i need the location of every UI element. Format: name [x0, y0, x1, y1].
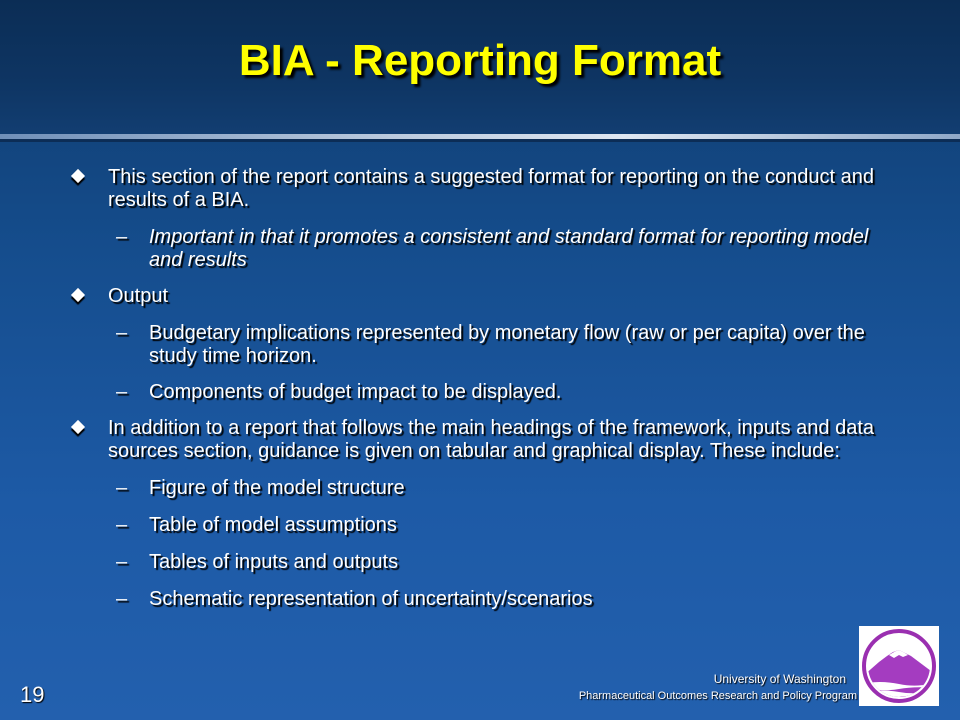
- dash-marker: –: [116, 588, 128, 610]
- page-number: 19: [20, 682, 45, 707]
- sub-bullet-text: Important in that it promotes a consistent and standard format for reporting model and results: [149, 226, 869, 271]
- bullet-text: This section of the report contains a suggested format for reporting on the conduct and results of a BIA.: [108, 166, 875, 211]
- diamond-bullet-icon: [72, 289, 86, 303]
- footer-program: Pharmaceutical Outcomes Research and Policy Program: [578, 690, 857, 702]
- bullet-text: In addition to a report that follows the main headings of the framework, inputs and data sources section, guidance is given on tabular and graphical display. These include:: [108, 417, 875, 462]
- sub-bullet-text: Tables of inputs and outputs: [149, 551, 399, 573]
- dash-marker: –: [116, 551, 128, 573]
- bullet-item: [68, 166, 898, 212]
- sub-bullet-item: [68, 477, 898, 500]
- diamond-bullet-icon: [72, 421, 86, 435]
- footer-university: University of Washington: [713, 672, 846, 686]
- dash-marker: –: [116, 226, 128, 248]
- sub-bullet-item: [68, 381, 898, 404]
- dash-marker: –: [116, 322, 128, 344]
- sub-bullet-text: Figure of the model structure: [149, 477, 405, 499]
- bullet-text: Output: [108, 285, 169, 307]
- sub-bullet-text: Schematic representation of uncertainty/scenarios: [149, 588, 593, 610]
- sub-bullet-text: Budgetary implications represented by monetary flow (raw or per capita) over the study time horizon.: [149, 322, 865, 367]
- diamond-bullet-icon: [72, 170, 86, 184]
- sub-bullet-item: [68, 226, 898, 272]
- bullet-item: [68, 285, 898, 308]
- sub-bullet-item: [68, 322, 898, 368]
- sub-bullet-item: [68, 551, 898, 574]
- sub-bullet-text: Components of budget impact to be displayed.: [149, 381, 562, 403]
- slide-content: [68, 166, 898, 611]
- sub-bullet-item: [68, 588, 898, 611]
- dash-marker: –: [116, 381, 128, 403]
- dash-marker: –: [116, 477, 128, 499]
- bullet-item: [68, 417, 898, 463]
- title-divider-shadow: [0, 139, 960, 142]
- logo-graphic: [859, 626, 939, 706]
- slide-title: BIA - Reporting Format: [238, 36, 722, 85]
- mountain-logo-icon: [859, 626, 939, 706]
- sub-bullet-text: Table of model assumptions: [149, 514, 397, 536]
- sub-bullet-item: [68, 514, 898, 537]
- dash-marker: –: [116, 514, 128, 536]
